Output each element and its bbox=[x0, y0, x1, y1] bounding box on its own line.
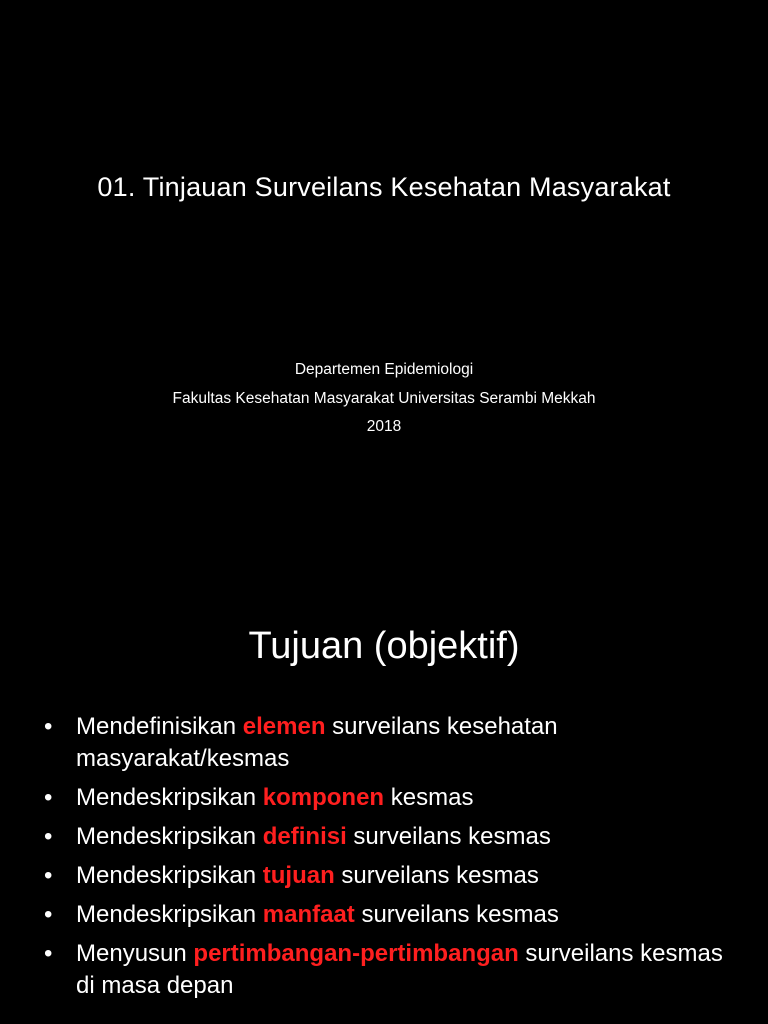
subtitle-block bbox=[0, 356, 768, 442]
list-item bbox=[0, 860, 768, 892]
highlight-term: definisi bbox=[262, 823, 347, 850]
highlight-term: pertimbangan-pertimbangan bbox=[193, 940, 519, 967]
bullet-text: Mendeskripsikan bbox=[76, 784, 263, 811]
bullet-text: surveilans kesmas bbox=[346, 823, 551, 850]
bullet-text: surveilans kesmas bbox=[334, 862, 539, 889]
bullet-text: Mendeskripsikan bbox=[76, 901, 263, 928]
bullet-text: surveilans kesmas bbox=[354, 901, 559, 928]
bullet-icon: • bbox=[44, 901, 53, 928]
list-item bbox=[0, 938, 768, 1002]
highlight-term: komponen bbox=[262, 784, 385, 811]
bullet-text: surveilans kesmas di masa depan bbox=[76, 940, 723, 999]
objectives-slide bbox=[0, 512, 768, 1024]
list-item bbox=[0, 782, 768, 814]
bullet-text: Menyusun bbox=[76, 940, 194, 967]
bullet-text: Mendeskripsikan bbox=[76, 862, 263, 889]
year-label: 2018 bbox=[366, 418, 402, 435]
objectives-heading: Tujuan (objektif) bbox=[248, 625, 520, 667]
list-item bbox=[0, 899, 768, 931]
bullet-text: Mendeskripsikan bbox=[76, 823, 263, 850]
bullet-icon: • bbox=[44, 862, 53, 889]
bullet-icon: • bbox=[44, 713, 53, 740]
bullet-text: kesmas bbox=[384, 784, 474, 811]
faculty-name: Fakultas Kesehatan Masyarakat Universitas Serambi Mekkah bbox=[172, 389, 596, 407]
bullet-text: surveilans kesehatan masyarakat/kesmas bbox=[76, 713, 558, 772]
bullet-icon: • bbox=[44, 940, 53, 967]
bullet-icon: • bbox=[44, 784, 53, 811]
highlight-term: elemen bbox=[242, 713, 326, 740]
department-name: Departemen Epidemiologi bbox=[294, 361, 474, 378]
bullet-text: Mendefinisikan bbox=[76, 713, 243, 740]
slide-title: 01. Tinjauan Surveilans Kesehatan Masyarakat bbox=[97, 172, 671, 202]
highlight-term: tujuan bbox=[262, 862, 335, 889]
objectives-list bbox=[0, 711, 768, 1009]
list-item bbox=[0, 711, 768, 775]
bullet-icon: • bbox=[44, 823, 53, 850]
list-item bbox=[0, 821, 768, 853]
highlight-term: manfaat bbox=[262, 901, 355, 928]
